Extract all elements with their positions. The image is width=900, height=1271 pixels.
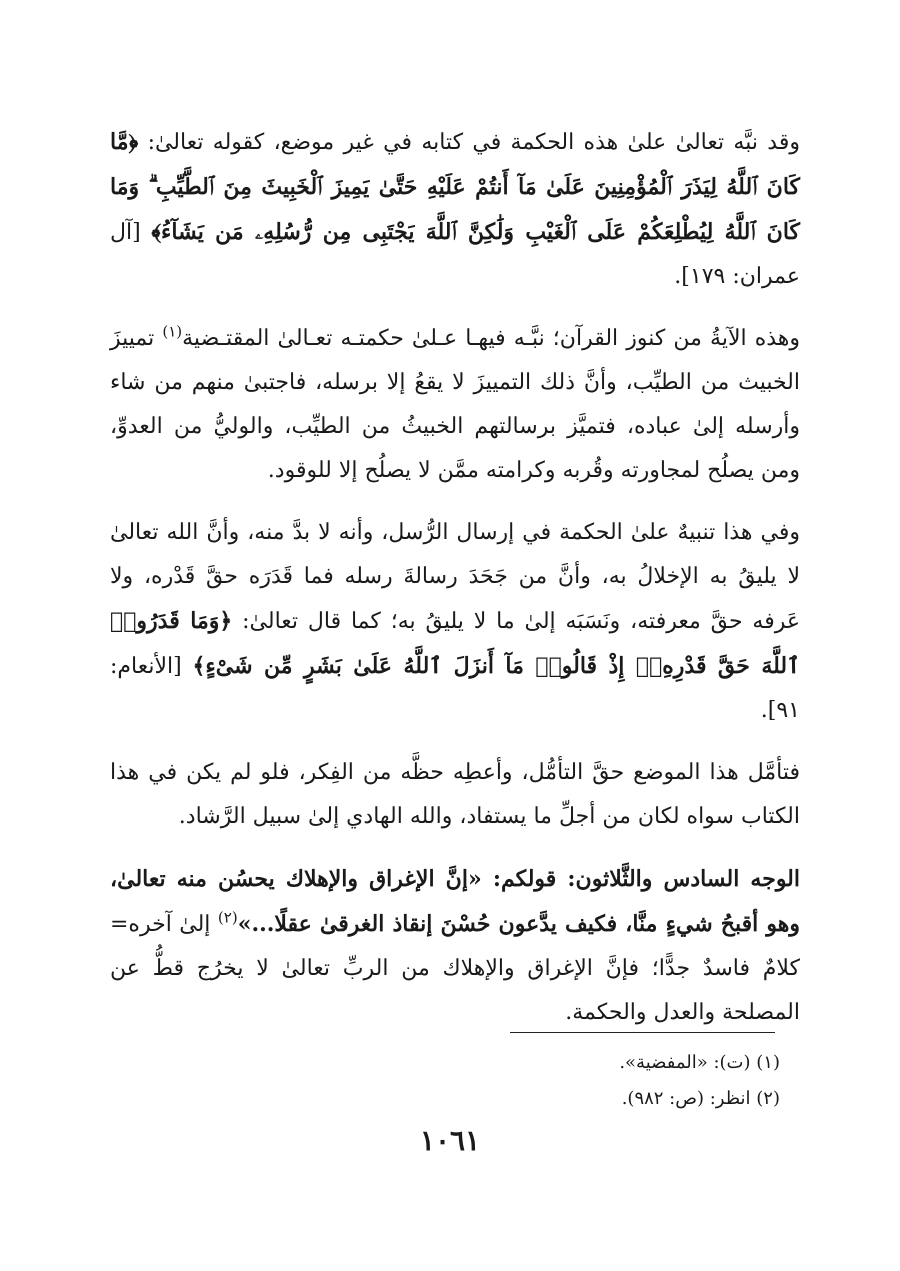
footnote (120, 1081, 780, 1117)
paragraph-2 (110, 317, 800, 493)
footnote-marker: (٢) (217, 908, 238, 927)
footnote-number: (٢) (756, 1088, 780, 1109)
footnote-text: (ت): «المفضية». (619, 1052, 751, 1073)
paragraph-text: إلىٰ آخره= كلامٌ فاسدٌ جدًّا؛ فإنَّ الإغراق والإهلاك من الربِّ تعالىٰ لا يخرُج قطُّ عن المصلحة والعدل والحكمة. (110, 912, 800, 1025)
verse-reference: [الأنعام: ٩١]. (110, 654, 800, 723)
footnote-separator (510, 1032, 775, 1033)
paragraph-text: تمييزَ الخبيث من الطيِّب، وأنَّ ذلك التمييزَ لا يقعُ إلا برسله، فاجتبىٰ منهم من شاء وأرسله إلىٰ عباده، فتميَّز برسالتهم الخبيثُ من الطيِّب، والوليُّ من العدوِّ، ومن يصلُح لمجاورته وقُربه وكرامته ممَّن لا يصلُح إلا للوقود. (110, 326, 800, 483)
paragraph-4 (110, 751, 800, 839)
page-number: ١٠٦١ (419, 1124, 481, 1157)
paragraph-text: وقد نبَّه تعالىٰ علىٰ هذه الحكمة في كتابه في غير موضع، كقوله تعالىٰ: (147, 130, 800, 155)
paragraph-text: وفي هذا تنبيهٌ علىٰ الحكمة في إرسال الرُّسل، وأنه لا بدَّ منه، وأنَّ الله تعالىٰ لا يليقُ به الإخلالُ به، وأنَّ من جَحَدَ رسالةَ رسله فما قَدَرَه حقَّ قَدْره، ولا عَرفه حقَّ معرفته، ونَسَبَه إلىٰ ما لا يليقُ به؛ كما قال تعالىٰ: (110, 520, 800, 634)
footnote-text: انظر: (ص: ٩٨٢). (621, 1088, 751, 1109)
paragraph-5 (110, 857, 800, 1035)
paragraph-text: فتأمَّل هذا الموضع حقَّ التأمُّل، وأعطِه حظَّه من الفِكر، فلو لم يكن في هذا الكتاب سواه لكان من أجلِّ ما يستفاد، والله الهادي إلىٰ سبيل الرَّشاد. (110, 760, 800, 829)
paragraph-1 (110, 120, 800, 299)
footnote (120, 1045, 780, 1081)
quran-verse: ﴿مَّا كَانَ ٱللَّهُ لِيَذَرَ ٱلْمُؤْمِنِينَ عَلَىٰ مَآ أَنتُمْ عَلَيْهِ حَتَّىٰ يَمِيزَ ٱلْخَبِيثَ مِنَ ٱلطَّيِّبِ ۗ وَمَا كَانَ ٱللَّهُ لِيُطْلِعَكُمْ عَلَى ٱلْغَيْبِ وَلَٰكِنَّ ٱللَّهَ يَجْتَبِى مِن رُّسُلِهِۦ مَن يَشَآءُ﴾ (110, 129, 801, 245)
paragraph-3 (110, 511, 800, 733)
footnote-marker: (١) (162, 322, 183, 341)
paragraph-text: وهذه الآيةُ من كنوز القرآن؛ نبَّـه فيهـا عـلىٰ حكمتـه تعـالىٰ المقتـضية (182, 326, 800, 351)
page-body (110, 120, 800, 1053)
section-heading-text: الوجه السادس والثَّلاثون: قولكم: «إنَّ الإغراق والإهلاك يحسُن منه تعالىٰ، وهو أقبحُ شيءٍ منَّا، فكيف يدَّعون حُسْنَ إنقاذ الغرقىٰ عقلًا...» (110, 866, 800, 937)
footnote-number: (١) (756, 1052, 780, 1073)
footnotes (120, 1045, 780, 1117)
quran-verse: ﴿وَمَا قَدَرُوا۟ ٱللَّهَ حَقَّ قَدْرِهِۦٓ إِذْ قَالُوا۟ مَآ أَنزَلَ ٱللَّهُ عَلَىٰ بَشَرٍ مِّن شَىْءٍ﴾ (110, 608, 801, 679)
verse-reference: [آل عمران: ١٧٩]. (110, 220, 800, 289)
